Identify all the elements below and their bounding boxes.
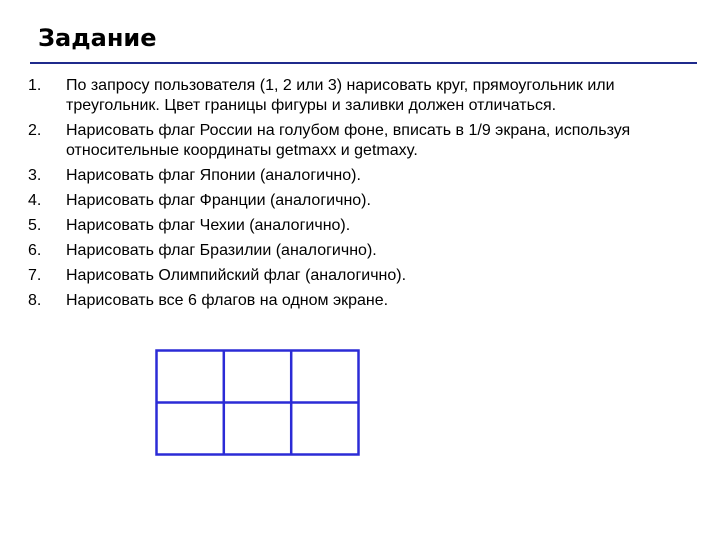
- task-number: 7.: [28, 267, 42, 284]
- task-text: Нарисовать флаг Чехии (аналогично).: [66, 217, 351, 234]
- task-text: По запросу пользователя (1, 2 или 3) нарисовать круг, прямоугольник или треугольник. Цвет границы фигуры и заливки должен отличаться.: [66, 77, 615, 114]
- title-underline: [30, 62, 697, 64]
- task-text: Нарисовать флаг Франции (аналогично).: [66, 192, 371, 209]
- task-number: 1.: [28, 77, 42, 94]
- task-text: Нарисовать флаг Бразилии (аналогично).: [66, 242, 377, 259]
- screen-grid-figure: [155, 349, 360, 456]
- task-number: 3.: [28, 167, 42, 184]
- task-item-8: [28, 291, 708, 311]
- task-number: 2.: [28, 122, 42, 139]
- task-number: 8.: [28, 292, 42, 309]
- task-text: Нарисовать флаг России на голубом фоне, вписать в 1/9 экрана, используя относительные координаты getmaxx и getmaxy.: [66, 122, 631, 159]
- task-item-4: [28, 191, 708, 211]
- task-item-7: [28, 266, 708, 286]
- task-number: 5.: [28, 217, 42, 234]
- task-item-2: [28, 121, 708, 161]
- task-item-5: [28, 216, 708, 236]
- task-item-1: [28, 76, 708, 116]
- task-number: 6.: [28, 242, 42, 259]
- task-item-3: [28, 166, 708, 186]
- task-text: Нарисовать флаг Японии (аналогично).: [66, 167, 361, 184]
- task-list: [28, 76, 708, 316]
- task-item-6: [28, 241, 708, 261]
- slide-title: Задание: [38, 24, 157, 52]
- task-text: Нарисовать все 6 флагов на одном экране.: [66, 292, 389, 309]
- task-text: Нарисовать Олимпийский флаг (аналогично).: [66, 267, 407, 284]
- task-number: 4.: [28, 192, 42, 209]
